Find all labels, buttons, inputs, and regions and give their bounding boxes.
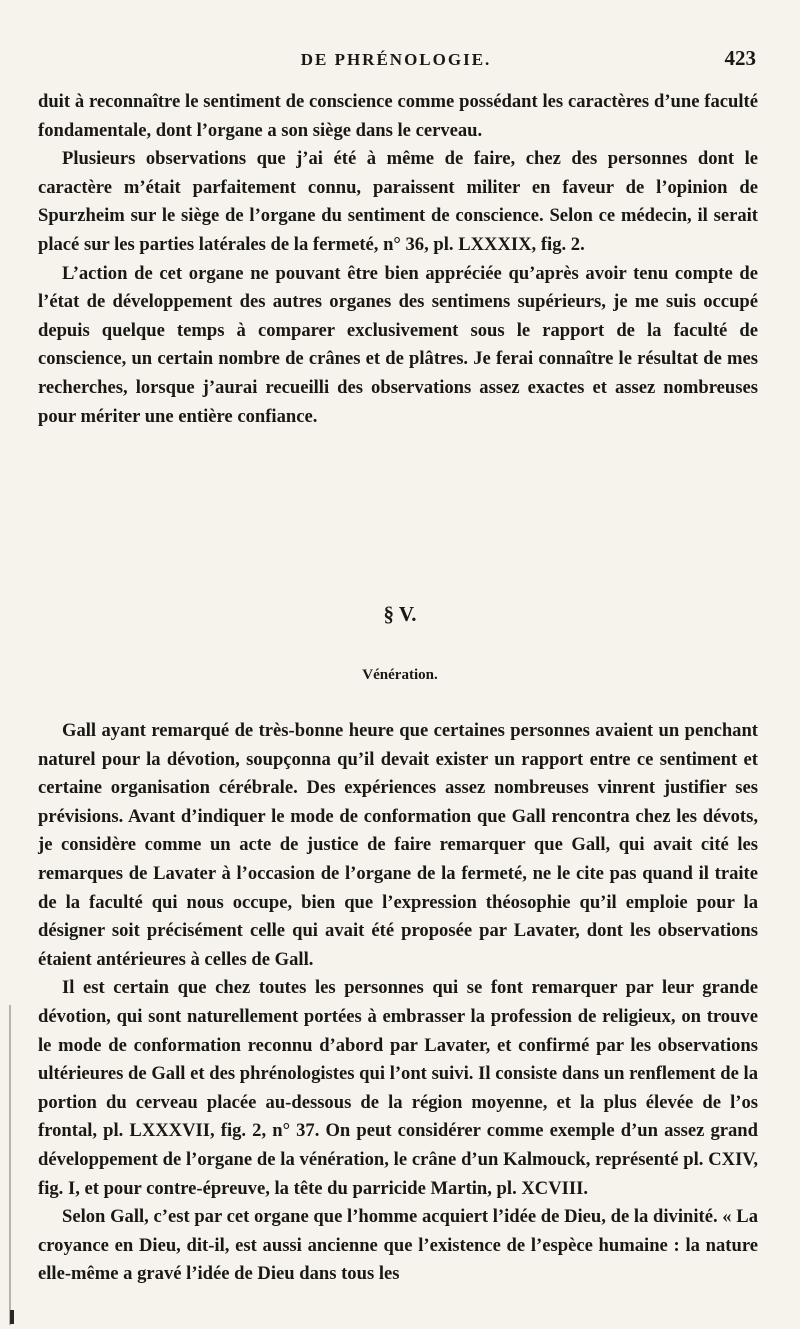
page-edge-shadow xyxy=(9,1005,11,1325)
running-title: DE PHRÉNOLOGIE. xyxy=(300,50,492,69)
running-head xyxy=(36,46,756,78)
paragraph: Plusieurs observations que j’ai été à même de faire, chez des personnes dont le caractère m’était parfaitement connu, paraissent militer en faveur de l’opinion de Spurzheim sur le siège de l’organe du sentiment de conscience. Selon ce médecin, il serait placé sur les parties latérales de la fermeté, n° 36, pl. LXXXIX, fig. 2. xyxy=(38,148,758,255)
paragraph: L’action de cet organe ne pouvant être bien appréciée qu’après avoir tenu compte de l’état de développement des autres organes des sentimens supérieurs, je me suis occupé depuis quelque temps à comparer exclusivement sous le rapport de la faculté de conscience, un certain nombre de crânes et de plâtres. Je ferai connaître le résultat de mes recherches, lorsque j’aurai recueilli des observations assez exactes et assez nombreuses pour mériter une entière confiance. xyxy=(38,262,758,427)
paragraph: duit à reconnaître le sentiment de conscience comme possédant les caractères d’une faculté fondamentale, dont l’organe a son siège dans le cerveau. xyxy=(38,91,758,141)
paragraph: Selon Gall, c’est par cet organe que l’homme acquiert l’idée de Dieu, de la divinité. « La croyance en Dieu, dit-il, est aussi ancienne que l’existence de l’espèce humaine : la nature elle-même a gravé l’idée de Dieu dans tous les xyxy=(38,1206,758,1285)
paragraph: Gall ayant remarqué de très-bonne heure que certaines personnes avaient un penchant naturel pour la dévotion, soupçonna qu’il devait exister un rapport entre ce sentiment et certaine organisation cérébrale. Des expériences assez nombreuses vinrent justifier ses prévisions. Avant d’indiquer le mode de conformation que Gall rencontra chez les dévots, je considère comme un acte de justice de faire remarquer que Gall, qui avait cité les remarques de Lavater à l’occasion de l’organe de la fermeté, ne le cite pas quand il traite de la faculté qui nous occupe, bien que l’expression théosophie qu’il emploie pour la désigner soit précisément celle qui avait été proposée par Lavater, dont les observations étaient antérieures à celles de Gall. xyxy=(38,720,758,970)
page-number: 423 xyxy=(724,46,756,70)
print-mark xyxy=(10,1310,14,1324)
text-block-before-section xyxy=(38,88,758,431)
paragraph: Il est certain que chez toutes les personnes qui se font remarquer par leur grande dévotion, qui sont naturellement portées à embrasser la profession de religieux, on trouve le mode de conformation reconnu d’abord par Lavater, et confirmé par les observations ultérieures de Gall et des phrénologistes qui l’ont suivi. Il consiste dans un renflement de la portion du cerveau placée au-dessous de la région moyenne, et la plus élevée de l’os frontal, pl. LXXXVII, fig. 2, n° 37. On peut considérer comme exemple d’un assez grand développement de l’organe de la vénération, le crâne d’un Kalmouck, représenté pl. CXIV, fig. I, et pour contre-épreuve, la tête du parricide Martin, pl. XCVIII. xyxy=(38,977,758,1199)
text-block-after-section xyxy=(38,717,758,1289)
section-title: Vénération. xyxy=(362,667,438,683)
section-number: § V. xyxy=(383,602,417,626)
